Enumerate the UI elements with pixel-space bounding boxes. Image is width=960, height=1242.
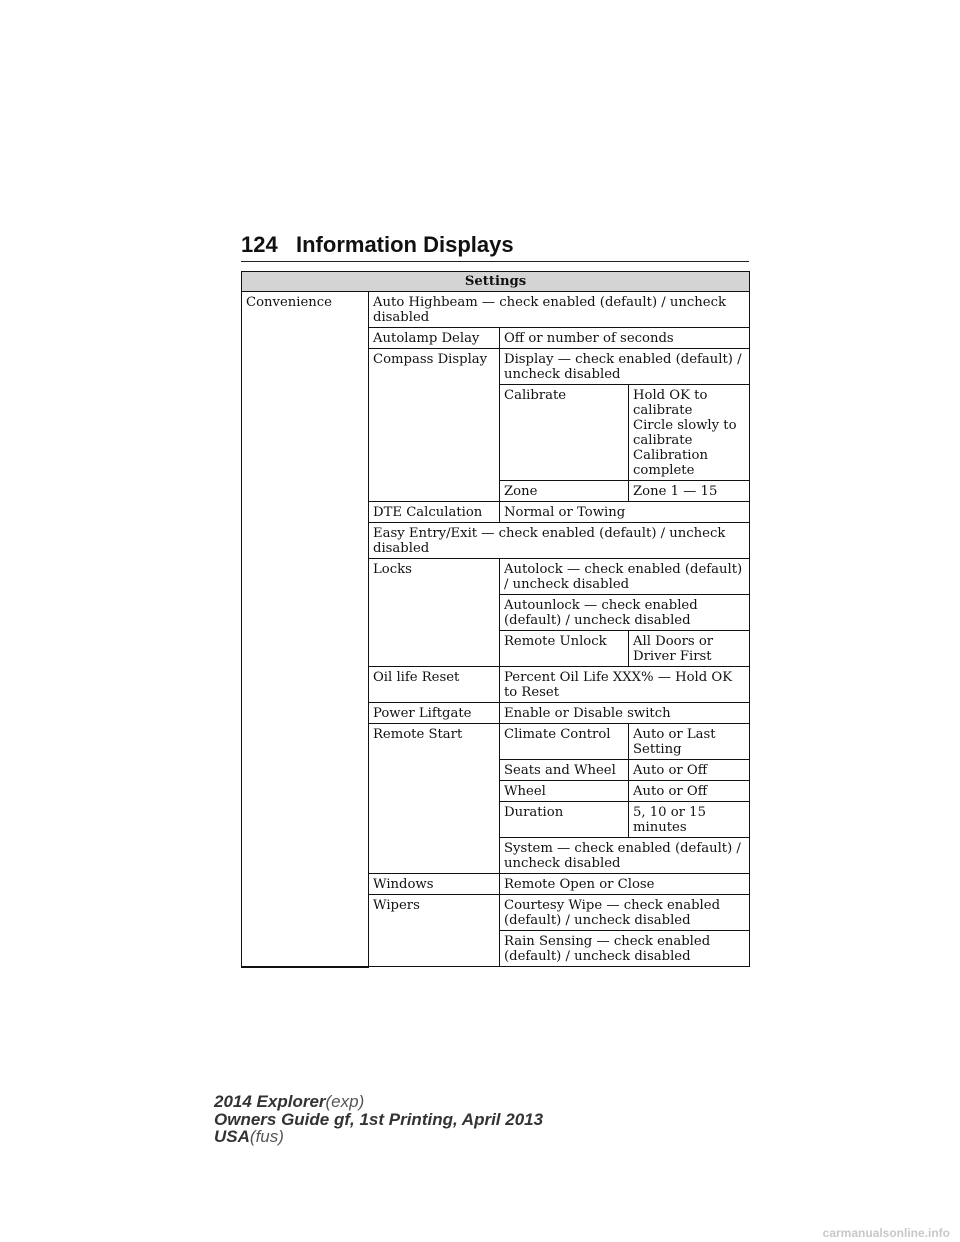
autolamp-delay-value: Off or number of seconds bbox=[500, 328, 750, 349]
dte-calculation-value: Normal or Towing bbox=[500, 502, 750, 523]
footer-model-code: (exp) bbox=[325, 1092, 365, 1111]
page-number: 124 bbox=[241, 232, 278, 257]
table-row bbox=[242, 292, 750, 328]
locks-label: Locks bbox=[369, 559, 500, 667]
footer-market: USA bbox=[214, 1127, 250, 1146]
zone-label: Zone bbox=[500, 481, 629, 502]
calibrate-line: Circle slowly to calibrate bbox=[633, 418, 737, 448]
category-convenience: Convenience bbox=[242, 292, 369, 967]
rain-sensing-option: Rain Sensing — check enabled (default) / uncheck disabled bbox=[500, 931, 750, 967]
oil-life-reset-value: Percent Oil Life XXX% — Hold OK to Reset bbox=[500, 667, 750, 703]
footer-market-code: (fus) bbox=[249, 1127, 284, 1146]
wheel-label: Wheel bbox=[500, 781, 629, 802]
compass-display-option: Display — check enabled (default) / uncheck disabled bbox=[500, 349, 750, 385]
footer-model: 2014 Explorer bbox=[214, 1092, 326, 1111]
courtesy-wipe-option: Courtesy Wipe — check enabled (default) / uncheck disabled bbox=[500, 895, 750, 931]
seats-and-wheel-value: Auto or Off bbox=[629, 760, 750, 781]
zone-value: Zone 1 — 15 bbox=[629, 481, 750, 502]
climate-control-label: Climate Control bbox=[500, 724, 629, 760]
settings-table bbox=[241, 271, 750, 968]
duration-value: 5, 10 or 15 minutes bbox=[629, 802, 750, 838]
remote-unlock-label: Remote Unlock bbox=[500, 631, 629, 667]
dte-calculation-label: DTE Calculation bbox=[369, 502, 500, 523]
calibrate-value bbox=[629, 385, 750, 481]
auto-highbeam: Auto Highbeam — check enabled (default) / uncheck disabled bbox=[369, 292, 750, 328]
windows-value: Remote Open or Close bbox=[500, 874, 750, 895]
compass-display-label: Compass Display bbox=[369, 349, 500, 502]
wheel-value: Auto or Off bbox=[629, 781, 750, 802]
calibrate-line: Hold OK to calibrate bbox=[633, 388, 708, 418]
table-title-row bbox=[242, 272, 750, 292]
power-liftgate-value: Enable or Disable switch bbox=[500, 703, 750, 724]
windows-label: Windows bbox=[369, 874, 500, 895]
remote-start-system: System — check enabled (default) / uncheck disabled bbox=[500, 838, 750, 874]
header-rule bbox=[241, 261, 749, 262]
document-footer bbox=[214, 1093, 543, 1146]
table-title: Settings bbox=[242, 272, 750, 292]
power-liftgate-label: Power Liftgate bbox=[369, 703, 500, 724]
watermark: carmanualsonline.info bbox=[822, 1226, 950, 1240]
section-title: Information Displays bbox=[296, 232, 514, 257]
autounlock-option: Autounlock — check enabled (default) / uncheck disabled bbox=[500, 595, 750, 631]
footer-line-market bbox=[214, 1128, 543, 1146]
oil-life-reset-label: Oil life Reset bbox=[369, 667, 500, 703]
footer-line-model bbox=[214, 1093, 543, 1111]
calibrate-line: Calibration complete bbox=[633, 448, 708, 478]
wipers-label: Wipers bbox=[369, 895, 500, 967]
calibrate-label: Calibrate bbox=[500, 385, 629, 481]
climate-control-value: Auto or Last Setting bbox=[629, 724, 750, 760]
easy-entry-exit: Easy Entry/Exit — check enabled (default) / uncheck disabled bbox=[369, 523, 750, 559]
remote-unlock-value: All Doors or Driver First bbox=[629, 631, 750, 667]
footer-line-printing: Owners Guide gf, 1st Printing, April 2013 bbox=[214, 1109, 544, 1129]
seats-and-wheel-label: Seats and Wheel bbox=[500, 760, 629, 781]
remote-start-label: Remote Start bbox=[369, 724, 500, 874]
duration-label: Duration bbox=[500, 802, 629, 838]
autolamp-delay-label: Autolamp Delay bbox=[369, 328, 500, 349]
autolock-option: Autolock — check enabled (default) / uncheck disabled bbox=[500, 559, 750, 595]
page-header bbox=[241, 231, 749, 261]
